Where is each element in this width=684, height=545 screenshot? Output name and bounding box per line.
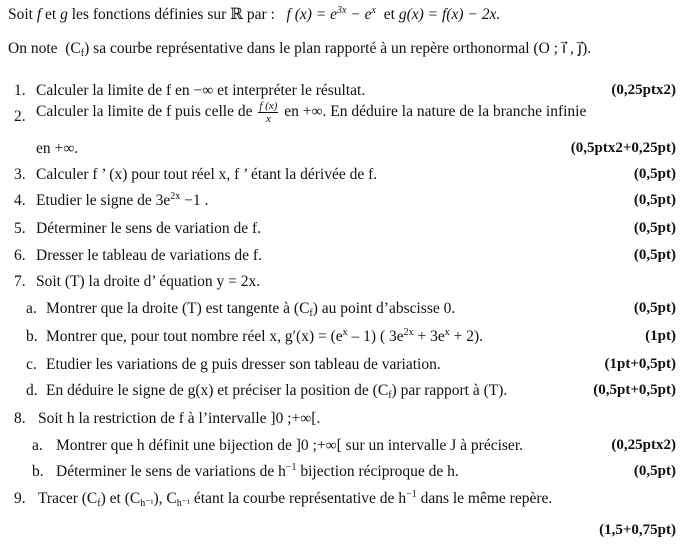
question-text: Dresser le tableau de variations de f. <box>36 247 262 264</box>
question-number: 9. <box>14 490 26 507</box>
question-text: Montrer que la droite (T) est tangente à $(C_f)$ au point d’abscisse 0. <box>46 300 456 319</box>
question-number: 8. <box>14 410 26 427</box>
intro-text: et <box>383 6 395 23</box>
question-number: 7. <box>14 273 26 290</box>
question-number: a. <box>32 437 43 454</box>
math-f: f <box>36 6 42 23</box>
math-g: g <box>60 6 68 23</box>
question-number: 5. <box>14 220 26 237</box>
math-fx-def: f $(x) = e^{3x} - e^x$ <box>286 5 376 23</box>
intro-line-2 <box>8 40 684 58</box>
question-text: Montrer que h définit une bijection de ]0 ;+∞[ sur un intervalle J à préciser. <box>56 437 523 454</box>
question-number: 2. <box>14 108 26 125</box>
question-text: Calculer la limite de f puis celle de $\frac{f (x)}{x}$ en +∞. En déduire la nature de la branche infinie <box>36 100 587 125</box>
intro-line-1 <box>8 6 684 24</box>
question-number: 6. <box>14 247 26 264</box>
question-text: Etudier les variations de g puis dresser son tableau de variation. <box>46 356 441 373</box>
question-text: Etudier le signe de $3e^{2x} -1$ . <box>36 191 209 209</box>
points-badge: (0,5ptx2+0,25pt) <box>570 140 676 156</box>
points-badge: (1pt) <box>645 328 676 344</box>
points-badge: (0,5pt) <box>633 247 676 263</box>
fraction-fx-over-x: $\frac{f (x)}{x}$ <box>259 100 278 125</box>
question-number: d. <box>26 382 38 399</box>
question-number: b. <box>32 463 44 480</box>
question-number: 3. <box>14 166 26 183</box>
points-badge: (0,5pt) <box>633 300 676 316</box>
question-number: a. <box>26 300 37 317</box>
curve-cf: $(C_f)$ <box>65 40 90 59</box>
question-text: Déterminer le sens de variations de $h^{-1}$ bijection réciproque de h. <box>56 462 459 480</box>
intro-text: sa courbe représentative dans le plan rapporté à un repère orthonormal (O ; i⃗ , j⃗). <box>93 40 592 57</box>
points-badge: (0,25ptx2) <box>611 82 676 98</box>
question-text: Montrer que, pour tout nombre réel x, $g'(x) = (e^x - 1)$ ( $3e^{2x} + 3e^x + 2$). <box>46 327 484 345</box>
points-badge: (0,25ptx2) <box>611 437 676 453</box>
question-text: En déduire le signe de g(x) et préciser la position de $(C_f)$ par rapport à (T). <box>46 382 508 401</box>
points-badge: (0,5pt+0,5pt) <box>593 382 676 398</box>
intro-text: les fonctions définies sur ℝ par : <box>71 6 275 23</box>
points-badge: (1pt+0,5pt) <box>604 356 676 372</box>
question-text: Calculer f ’ (x) pour tout réel x, f ’ étant la dérivée de f. <box>36 166 378 183</box>
question-number: b. <box>26 328 38 345</box>
question-text: en +∞. <box>36 140 79 157</box>
intro-text: et <box>45 6 57 23</box>
question-number: c. <box>26 356 37 373</box>
question-text: Déterminer le sens de variation de f. <box>36 220 262 237</box>
question-number: 4. <box>14 192 26 209</box>
question-text: Soit (T) la droite d’ équation y = 2x. <box>36 273 261 290</box>
intro-text: Soit <box>8 6 33 23</box>
points-badge: (0,5pt) <box>633 220 676 236</box>
points-badge: (0,5pt) <box>633 192 676 208</box>
intro-text: On note <box>8 40 58 57</box>
math-gx-def: g(x) = f(x) − 2x. <box>398 6 501 23</box>
points-badge: (0,5pt) <box>633 463 676 479</box>
question-2 <box>0 100 684 130</box>
question-text: Soit h la restriction de f à l’intervalle ]0 ;+∞[. <box>38 410 321 427</box>
question-text: Tracer $(C_f)$ et $(C_{h^{-1}})$, $C_{h^{-1}}$ étant la courbe représentative de $h^{-1}$ dans le même repère. <box>38 489 553 509</box>
question-text: Calculer la limite de f en −∞ et interpréter le résultat. <box>36 82 366 99</box>
points-badge: (1,5+0,75pt) <box>599 522 676 538</box>
question-number: 1. <box>14 82 26 99</box>
points-badge: (0,5pt) <box>633 166 676 182</box>
